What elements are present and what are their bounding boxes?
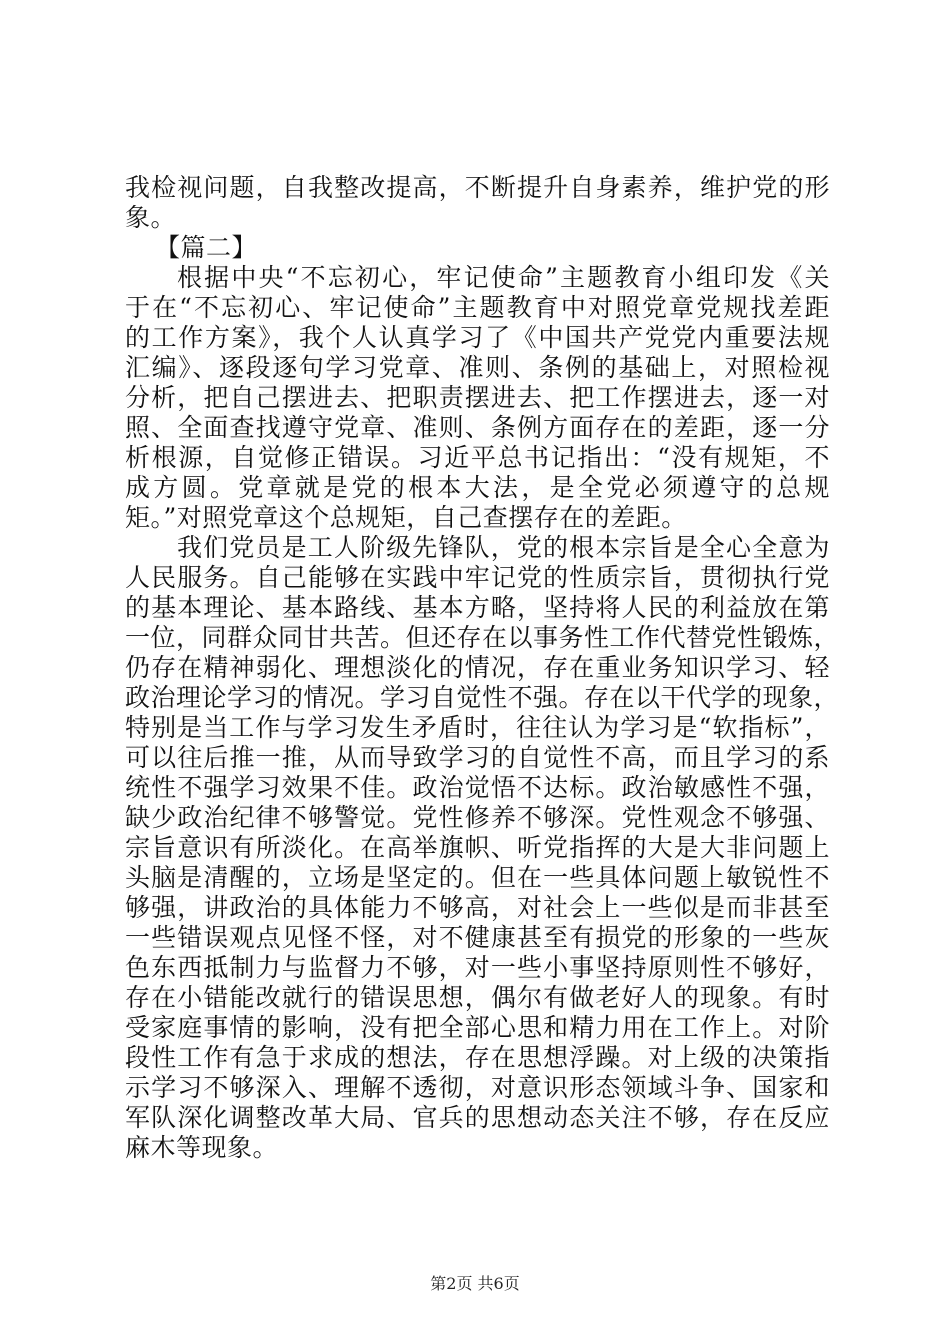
text-line: 人民服务。自己能够在实践中牢记党的性质宗旨，贯彻执行党 (125, 563, 830, 592)
text-line: 我检视问题，自我整改提高，不断提升自身素养，维护党的形 (125, 173, 830, 202)
text-line: 麻木等现象。 (125, 1133, 279, 1162)
text-line: 存在小错能改就行的错误思想，偶尔有做老好人的现象。有时 (125, 983, 830, 1012)
page-number-footer: 第2页 共6页 (430, 1274, 520, 1293)
paragraph-first-line: 根据中央“不忘初心，牢记使命”主题教育小组印发《关 (177, 263, 830, 292)
text-line: 宗旨意识有所淡化。在高举旗帜、听党指挥的大是大非问题上 (125, 833, 830, 862)
text-line: 一位，同群众同甘共苦。但还存在以事务性工作代替党性锻炼， (125, 623, 840, 652)
text-line: 缺少政治纪律不够警觉。党性修养不够深。党性观念不够强、 (125, 803, 830, 832)
text-line: 成方圆。党章就是党的根本大法，是全党必须遵守的总规 (125, 473, 830, 502)
text-line: 统性不强学习效果不佳。政治觉悟不达标。政治敏感性不强， (125, 773, 830, 802)
text-line: 析根源，自觉修正错误。习近平总书记指出：“没有规矩，不 (125, 443, 830, 472)
document-body (125, 173, 840, 1163)
text-line: 分析，把自己摆进去、把职责摆进去、把工作摆进去，逐一对 (125, 383, 830, 412)
text-line: 可以往后推一推，从而导致学习的自觉性不高，而且学习的系 (125, 743, 830, 772)
text-line: 的基本理论、基本路线、基本方略，坚持将人民的利益放在第 (125, 593, 830, 622)
text-line: 受家庭事情的影响，没有把全部心思和精力用在工作上。对阶 (125, 1013, 830, 1042)
text-line: 段性工作有急于求成的想法，存在思想浮躁。对上级的决策指 (125, 1043, 830, 1072)
text-line: 特别是当工作与学习发生矛盾时，往往认为学习是“软指标”， (125, 713, 830, 742)
text-line: 仍存在精神弱化、理想淡化的情况，存在重业务知识学习、轻 (125, 653, 830, 682)
text-line: 汇编》、逐段逐句学习党章、准则、条例的基础上，对照检视 (125, 353, 830, 382)
text-line: 的工作方案》，我个人认真学习了《中国共产党党内重要法规 (125, 323, 830, 352)
text-line: 政治理论学习的情况。学习自觉性不强。存在以干代学的现象， (125, 683, 840, 712)
text-line: 一些错误观点见怪不怪，对不健康甚至有损党的形象的一些灰 (125, 923, 830, 952)
text-line: 照、全面查找遵守党章、准则、条例方面存在的差距，逐一分 (125, 413, 830, 442)
text-line: 够强，讲政治的具体能力不够高，对社会上一些似是而非甚至 (125, 893, 830, 922)
text-line: 示学习不够深入、理解不透彻，对意识形态领域斗争、国家和 (125, 1073, 830, 1102)
section-heading: 【篇二】 (155, 233, 258, 262)
text-line: 矩。”对照党章这个总规矩，自己查摆存在的差距。 (125, 503, 687, 532)
text-line: 象。 (125, 203, 177, 232)
text-line: 头脑是清醒的，立场是坚定的。但在一些具体问题上敏锐性不 (125, 863, 830, 892)
text-line: 于在“不忘初心、牢记使命”主题教育中对照党章党规找差距 (125, 293, 830, 322)
text-line: 军队深化调整改革大局、官兵的思想动态关注不够，存在反应 (125, 1103, 830, 1132)
paragraph-first-line: 我们党员是工人阶级先锋队，党的根本宗旨是全心全意为 (177, 533, 830, 562)
text-line: 色东西抵制力与监督力不够，对一些小事坚持原则性不够好， (125, 953, 830, 982)
